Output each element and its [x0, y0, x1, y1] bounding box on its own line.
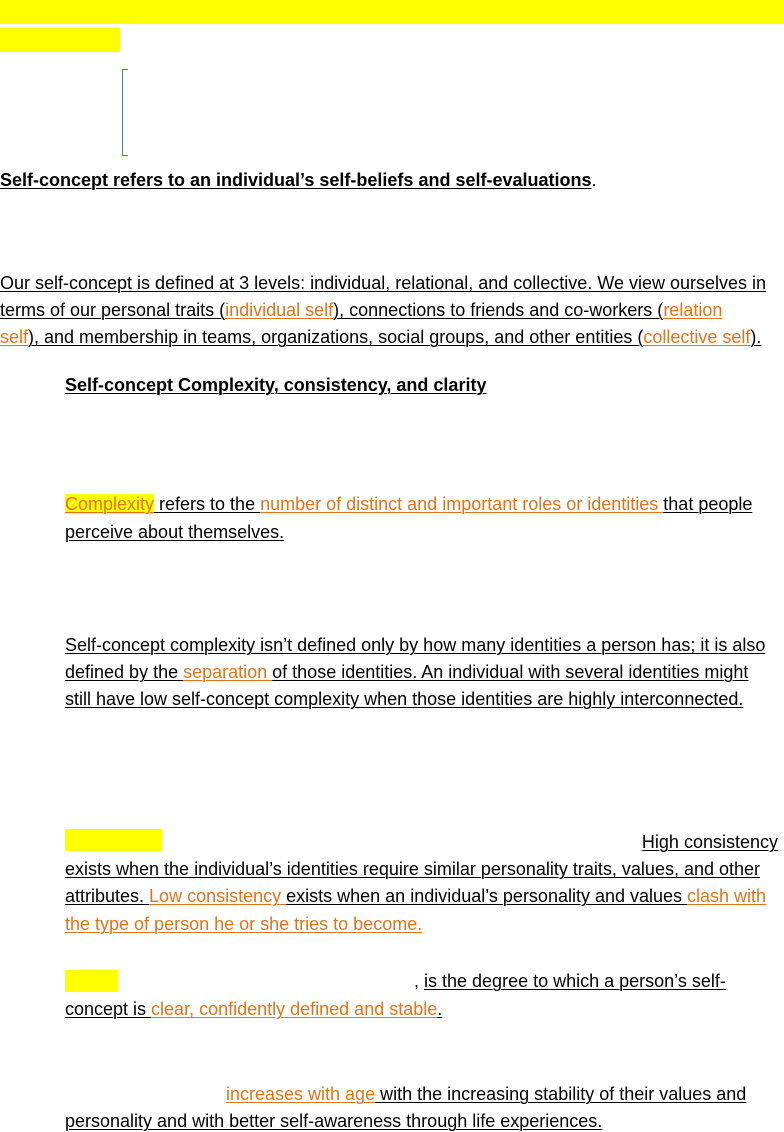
- separation-line-1: Self-concept complexity isn’t defined only by how many identities a person has; it is also: [65, 635, 766, 655]
- complexity-line-2: perceive about themselves.: [65, 522, 285, 542]
- individual-self-term: individual self: [225, 300, 334, 320]
- levels-line-3: self), and membership in teams, organizations, social groups, and other entities (collective self).: [0, 327, 762, 347]
- bracket-mark: [122, 69, 128, 156]
- separation-term: separation: [183, 662, 273, 682]
- collective-self-term: collective self: [643, 327, 751, 347]
- clarity-line-2: concept is clear, confidently defined and stable.: [65, 999, 443, 1019]
- complexity-line-1: Complexity refers to the number of distinct and important roles or identities that people: [65, 494, 753, 514]
- clarity-line-1: , is the degree to which a person’s self-: [414, 971, 726, 991]
- section-heading: Self-concept Complexity, consistency, and clarity: [65, 375, 487, 395]
- clarity-term: clear, confidently defined and stable: [151, 999, 438, 1019]
- definition-bold: Self-concept refers to an individual’s self-beliefs and self-evaluations: [0, 170, 592, 190]
- relation-self-term: relation: [663, 300, 723, 320]
- age-line-2: personality and with better self-awareness through life experiences.: [65, 1111, 603, 1131]
- subtitle-highlight-block: [0, 28, 120, 52]
- low-consistency-term: Low consistency: [149, 886, 287, 906]
- top-highlight-bar: [0, 0, 784, 24]
- consistency-highlight-block: [65, 829, 162, 851]
- levels-line-1: Our self-concept is defined at 3 levels: individual, relational, and collective. We view ourselves in: [0, 273, 767, 293]
- high-consistency-label: High consistency: [641, 832, 778, 852]
- consistency-line-3: attributes. Low consistency exists when an individual’s personality and values clash with: [65, 886, 767, 906]
- consistency-line-4: the type of person he or she tries to become.: [65, 914, 423, 934]
- levels-line-2: terms of our personal traits (individual self), connections to friends and co-workers (relation: [0, 300, 723, 320]
- age-line-1: increases with age with the increasing stability of their values and: [226, 1084, 747, 1104]
- consistency-line-2: exists when the individual’s identities require similar personality traits, values, and other: [65, 859, 761, 879]
- separation-line-3: still have low self-concept complexity when those identities are highly interconnected.: [65, 689, 744, 709]
- age-term: increases with age: [226, 1084, 376, 1104]
- separation-line-2: defined by the separation of those identities. An individual with several identities might: [65, 662, 749, 682]
- complexity-term: Complexity: [65, 494, 155, 514]
- clarity-highlight-block: [65, 970, 118, 992]
- definition-line: Self-concept refers to an individual’s self-beliefs and self-evaluations.: [0, 170, 597, 190]
